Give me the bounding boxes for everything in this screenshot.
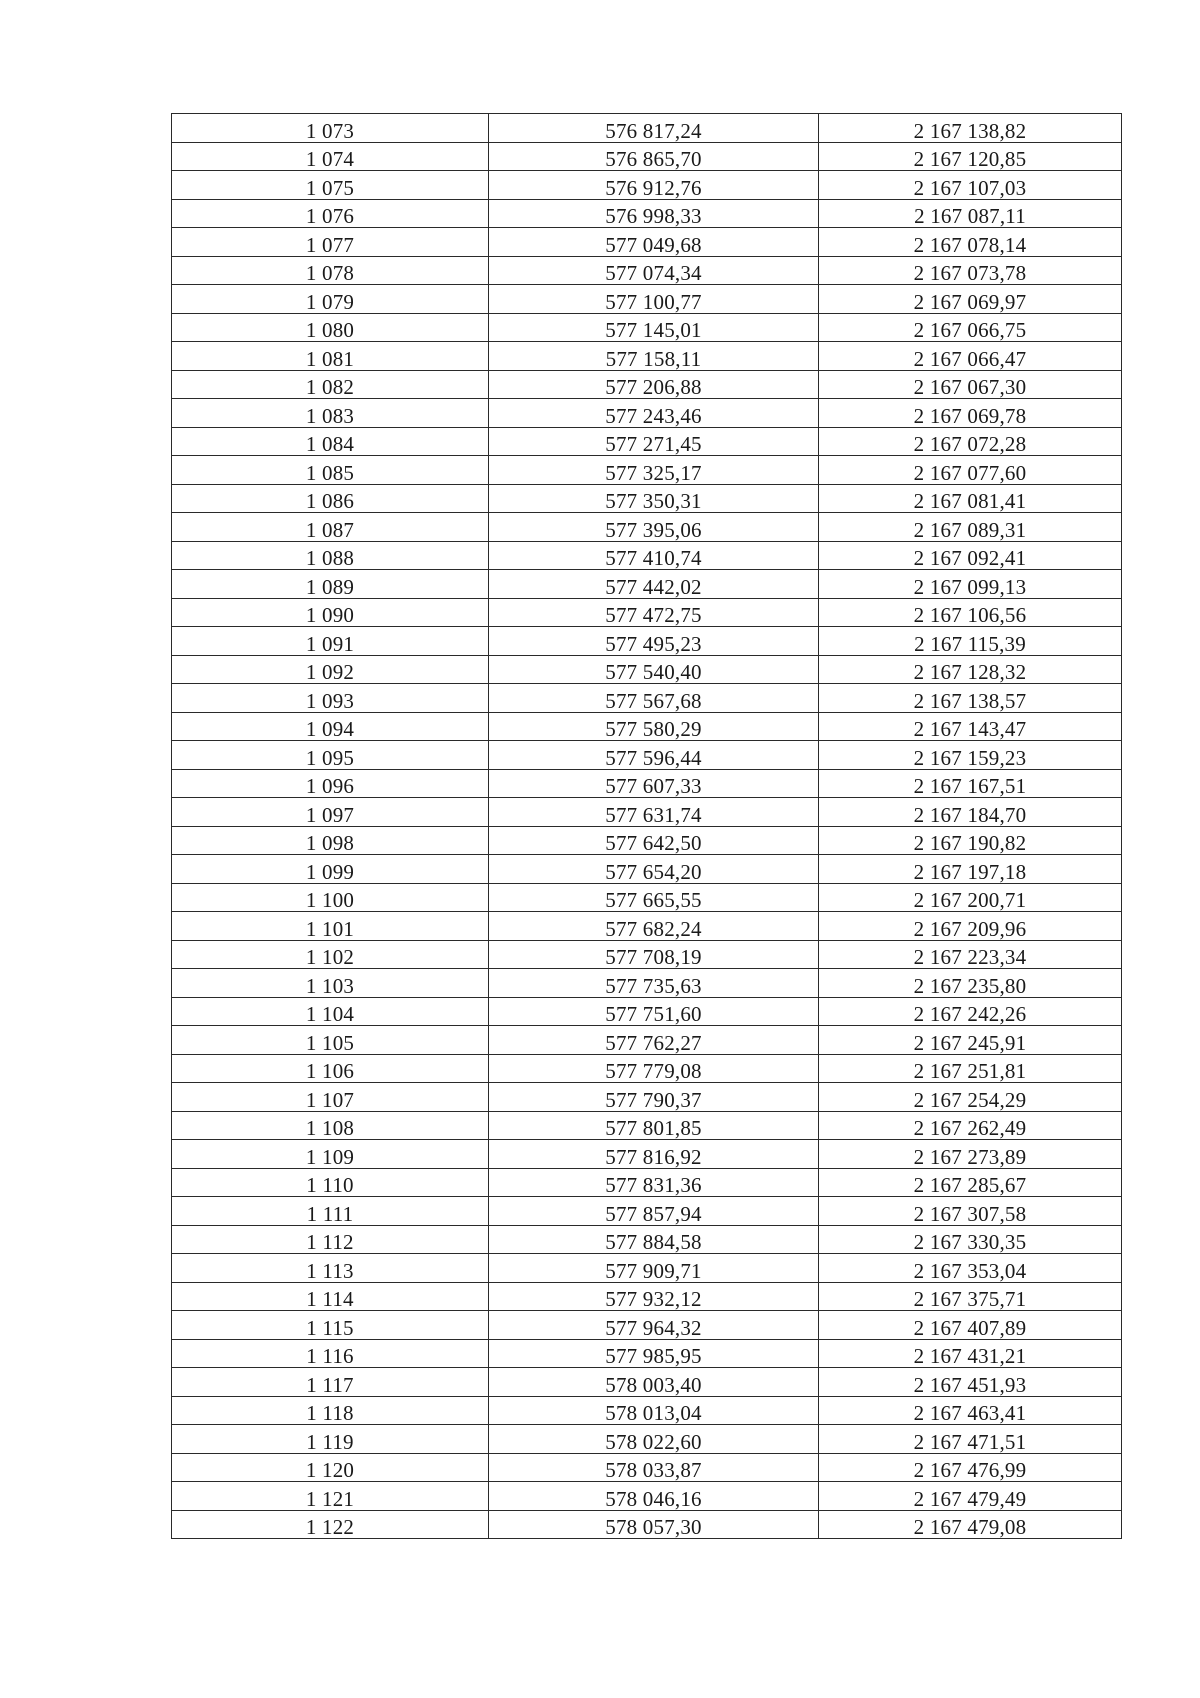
- table-row: [172, 1425, 1122, 1454]
- point-number-cell: 1 085: [172, 456, 489, 485]
- table-row: [172, 1453, 1122, 1482]
- point-number-cell: 1 089: [172, 570, 489, 599]
- table-row: [172, 1282, 1122, 1311]
- y-coordinate-cell: 2 167 273,89: [819, 1140, 1122, 1169]
- point-number-cell: 1 106: [172, 1054, 489, 1083]
- table-row: [172, 1026, 1122, 1055]
- table-row: [172, 171, 1122, 200]
- point-number-cell: 1 107: [172, 1083, 489, 1112]
- point-number-cell: 1 073: [172, 114, 489, 143]
- point-number-cell: 1 077: [172, 228, 489, 257]
- y-coordinate-cell: 2 167 476,99: [819, 1453, 1122, 1482]
- y-coordinate-cell: 2 167 479,08: [819, 1510, 1122, 1539]
- table-row: [172, 342, 1122, 371]
- x-coordinate-cell: 577 642,50: [489, 826, 819, 855]
- x-coordinate-cell: 577 708,19: [489, 940, 819, 969]
- point-number-cell: 1 112: [172, 1225, 489, 1254]
- x-coordinate-cell: 577 580,29: [489, 712, 819, 741]
- x-coordinate-cell: 577 567,68: [489, 684, 819, 713]
- table-row: [172, 1368, 1122, 1397]
- x-coordinate-cell: 577 631,74: [489, 798, 819, 827]
- x-coordinate-cell: 577 145,01: [489, 313, 819, 342]
- y-coordinate-cell: 2 167 073,78: [819, 256, 1122, 285]
- point-number-cell: 1 098: [172, 826, 489, 855]
- x-coordinate-cell: 577 790,37: [489, 1083, 819, 1112]
- y-coordinate-cell: 2 167 072,28: [819, 427, 1122, 456]
- point-number-cell: 1 081: [172, 342, 489, 371]
- point-number-cell: 1 114: [172, 1282, 489, 1311]
- y-coordinate-cell: 2 167 078,14: [819, 228, 1122, 257]
- point-number-cell: 1 097: [172, 798, 489, 827]
- x-coordinate-cell: 577 596,44: [489, 741, 819, 770]
- y-coordinate-cell: 2 167 307,58: [819, 1197, 1122, 1226]
- y-coordinate-cell: 2 167 190,82: [819, 826, 1122, 855]
- x-coordinate-cell: 577 801,85: [489, 1111, 819, 1140]
- table-row: [172, 741, 1122, 770]
- y-coordinate-cell: 2 167 092,41: [819, 541, 1122, 570]
- table-row: [172, 940, 1122, 969]
- x-coordinate-cell: 576 912,76: [489, 171, 819, 200]
- y-coordinate-cell: 2 167 353,04: [819, 1254, 1122, 1283]
- x-coordinate-cell: 577 350,31: [489, 484, 819, 513]
- x-coordinate-cell: 577 540,40: [489, 655, 819, 684]
- y-coordinate-cell: 2 167 069,97: [819, 285, 1122, 314]
- table-row: [172, 1254, 1122, 1283]
- x-coordinate-cell: 578 057,30: [489, 1510, 819, 1539]
- point-number-cell: 1 076: [172, 199, 489, 228]
- point-number-cell: 1 118: [172, 1396, 489, 1425]
- x-coordinate-cell: 578 013,04: [489, 1396, 819, 1425]
- point-number-cell: 1 096: [172, 769, 489, 798]
- table-row: [172, 399, 1122, 428]
- x-coordinate-cell: 577 243,46: [489, 399, 819, 428]
- point-number-cell: 1 108: [172, 1111, 489, 1140]
- point-number-cell: 1 110: [172, 1168, 489, 1197]
- x-coordinate-cell: 577 909,71: [489, 1254, 819, 1283]
- y-coordinate-cell: 2 167 375,71: [819, 1282, 1122, 1311]
- y-coordinate-cell: 2 167 463,41: [819, 1396, 1122, 1425]
- table-row: [172, 1140, 1122, 1169]
- table-row: [172, 684, 1122, 713]
- x-coordinate-cell: 577 100,77: [489, 285, 819, 314]
- table-row: [172, 1168, 1122, 1197]
- x-coordinate-cell: 577 607,33: [489, 769, 819, 798]
- table-row: [172, 456, 1122, 485]
- x-coordinate-cell: 577 665,55: [489, 883, 819, 912]
- x-coordinate-cell: 577 735,63: [489, 969, 819, 998]
- point-number-cell: 1 082: [172, 370, 489, 399]
- y-coordinate-cell: 2 167 251,81: [819, 1054, 1122, 1083]
- x-coordinate-cell: 577 442,02: [489, 570, 819, 599]
- y-coordinate-cell: 2 167 197,18: [819, 855, 1122, 884]
- y-coordinate-cell: 2 167 128,32: [819, 655, 1122, 684]
- y-coordinate-cell: 2 167 120,85: [819, 142, 1122, 171]
- point-number-cell: 1 122: [172, 1510, 489, 1539]
- table-row: [172, 256, 1122, 285]
- table-row: [172, 855, 1122, 884]
- y-coordinate-cell: 2 167 087,11: [819, 199, 1122, 228]
- table-row: [172, 798, 1122, 827]
- x-coordinate-cell: 578 022,60: [489, 1425, 819, 1454]
- x-coordinate-cell: 577 325,17: [489, 456, 819, 485]
- y-coordinate-cell: 2 167 200,71: [819, 883, 1122, 912]
- table-row: [172, 1197, 1122, 1226]
- y-coordinate-cell: 2 167 081,41: [819, 484, 1122, 513]
- table-row: [172, 883, 1122, 912]
- x-coordinate-cell: 578 046,16: [489, 1482, 819, 1511]
- table-row: [172, 1311, 1122, 1340]
- point-number-cell: 1 086: [172, 484, 489, 513]
- y-coordinate-cell: 2 167 285,67: [819, 1168, 1122, 1197]
- x-coordinate-cell: 577 395,06: [489, 513, 819, 542]
- table-row: [172, 513, 1122, 542]
- table-row: [172, 541, 1122, 570]
- point-number-cell: 1 111: [172, 1197, 489, 1226]
- x-coordinate-cell: 577 884,58: [489, 1225, 819, 1254]
- y-coordinate-cell: 2 167 407,89: [819, 1311, 1122, 1340]
- point-number-cell: 1 092: [172, 655, 489, 684]
- table-row: [172, 570, 1122, 599]
- table-row: [172, 969, 1122, 998]
- table-row: [172, 1396, 1122, 1425]
- y-coordinate-cell: 2 167 223,34: [819, 940, 1122, 969]
- y-coordinate-cell: 2 167 262,49: [819, 1111, 1122, 1140]
- y-coordinate-cell: 2 167 138,57: [819, 684, 1122, 713]
- x-coordinate-cell: 578 003,40: [489, 1368, 819, 1397]
- point-number-cell: 1 090: [172, 598, 489, 627]
- table-row: [172, 1482, 1122, 1511]
- y-coordinate-cell: 2 167 089,31: [819, 513, 1122, 542]
- x-coordinate-cell: 577 049,68: [489, 228, 819, 257]
- point-number-cell: 1 080: [172, 313, 489, 342]
- table-row: [172, 370, 1122, 399]
- table-row: [172, 1083, 1122, 1112]
- y-coordinate-cell: 2 167 066,47: [819, 342, 1122, 371]
- point-number-cell: 1 103: [172, 969, 489, 998]
- x-coordinate-cell: 577 762,27: [489, 1026, 819, 1055]
- table-row: [172, 712, 1122, 741]
- x-coordinate-cell: 576 998,33: [489, 199, 819, 228]
- y-coordinate-cell: 2 167 471,51: [819, 1425, 1122, 1454]
- x-coordinate-cell: 576 817,24: [489, 114, 819, 143]
- point-number-cell: 1 078: [172, 256, 489, 285]
- y-coordinate-cell: 2 167 099,13: [819, 570, 1122, 599]
- x-coordinate-cell: 577 779,08: [489, 1054, 819, 1083]
- table-row: [172, 997, 1122, 1026]
- x-coordinate-cell: 577 816,92: [489, 1140, 819, 1169]
- x-coordinate-cell: 577 682,24: [489, 912, 819, 941]
- x-coordinate-cell: 577 158,11: [489, 342, 819, 371]
- table-row: [172, 826, 1122, 855]
- y-coordinate-cell: 2 167 077,60: [819, 456, 1122, 485]
- point-number-cell: 1 116: [172, 1339, 489, 1368]
- x-coordinate-cell: 577 857,94: [489, 1197, 819, 1226]
- y-coordinate-cell: 2 167 184,70: [819, 798, 1122, 827]
- y-coordinate-cell: 2 167 245,91: [819, 1026, 1122, 1055]
- y-coordinate-cell: 2 167 431,21: [819, 1339, 1122, 1368]
- y-coordinate-cell: 2 167 115,39: [819, 627, 1122, 656]
- x-coordinate-cell: 577 271,45: [489, 427, 819, 456]
- point-number-cell: 1 104: [172, 997, 489, 1026]
- y-coordinate-cell: 2 167 067,30: [819, 370, 1122, 399]
- x-coordinate-cell: 577 985,95: [489, 1339, 819, 1368]
- x-coordinate-cell: 577 831,36: [489, 1168, 819, 1197]
- point-number-cell: 1 074: [172, 142, 489, 171]
- table-row: [172, 655, 1122, 684]
- y-coordinate-cell: 2 167 066,75: [819, 313, 1122, 342]
- y-coordinate-cell: 2 167 107,03: [819, 171, 1122, 200]
- y-coordinate-cell: 2 167 069,78: [819, 399, 1122, 428]
- y-coordinate-cell: 2 167 235,80: [819, 969, 1122, 998]
- point-number-cell: 1 101: [172, 912, 489, 941]
- table-row: [172, 142, 1122, 171]
- x-coordinate-cell: 577 074,34: [489, 256, 819, 285]
- point-number-cell: 1 088: [172, 541, 489, 570]
- table-row: [172, 769, 1122, 798]
- x-coordinate-cell: 577 410,74: [489, 541, 819, 570]
- y-coordinate-cell: 2 167 167,51: [819, 769, 1122, 798]
- table-row: [172, 627, 1122, 656]
- table-row: [172, 427, 1122, 456]
- table-row: [172, 1225, 1122, 1254]
- point-number-cell: 1 121: [172, 1482, 489, 1511]
- point-number-cell: 1 093: [172, 684, 489, 713]
- point-number-cell: 1 100: [172, 883, 489, 912]
- table-row: [172, 114, 1122, 143]
- coordinates-table: [171, 113, 1122, 1539]
- y-coordinate-cell: 2 167 242,26: [819, 997, 1122, 1026]
- table-row: [172, 1111, 1122, 1140]
- point-number-cell: 1 120: [172, 1453, 489, 1482]
- table-row: [172, 1339, 1122, 1368]
- table-row: [172, 228, 1122, 257]
- x-coordinate-cell: 577 932,12: [489, 1282, 819, 1311]
- point-number-cell: 1 099: [172, 855, 489, 884]
- y-coordinate-cell: 2 167 479,49: [819, 1482, 1122, 1511]
- point-number-cell: 1 083: [172, 399, 489, 428]
- table-row: [172, 313, 1122, 342]
- point-number-cell: 1 105: [172, 1026, 489, 1055]
- x-coordinate-cell: 577 654,20: [489, 855, 819, 884]
- coordinates-table-body: [172, 114, 1122, 1539]
- x-coordinate-cell: 577 964,32: [489, 1311, 819, 1340]
- y-coordinate-cell: 2 167 254,29: [819, 1083, 1122, 1112]
- point-number-cell: 1 075: [172, 171, 489, 200]
- table-row: [172, 912, 1122, 941]
- point-number-cell: 1 113: [172, 1254, 489, 1283]
- y-coordinate-cell: 2 167 451,93: [819, 1368, 1122, 1397]
- x-coordinate-cell: 576 865,70: [489, 142, 819, 171]
- point-number-cell: 1 091: [172, 627, 489, 656]
- y-coordinate-cell: 2 167 138,82: [819, 114, 1122, 143]
- x-coordinate-cell: 577 206,88: [489, 370, 819, 399]
- x-coordinate-cell: 578 033,87: [489, 1453, 819, 1482]
- point-number-cell: 1 117: [172, 1368, 489, 1397]
- x-coordinate-cell: 577 495,23: [489, 627, 819, 656]
- y-coordinate-cell: 2 167 330,35: [819, 1225, 1122, 1254]
- table-row: [172, 199, 1122, 228]
- y-coordinate-cell: 2 167 106,56: [819, 598, 1122, 627]
- table-row: [172, 1510, 1122, 1539]
- point-number-cell: 1 095: [172, 741, 489, 770]
- y-coordinate-cell: 2 167 159,23: [819, 741, 1122, 770]
- point-number-cell: 1 079: [172, 285, 489, 314]
- table-row: [172, 1054, 1122, 1083]
- table-row: [172, 285, 1122, 314]
- y-coordinate-cell: 2 167 209,96: [819, 912, 1122, 941]
- point-number-cell: 1 084: [172, 427, 489, 456]
- point-number-cell: 1 115: [172, 1311, 489, 1340]
- point-number-cell: 1 109: [172, 1140, 489, 1169]
- table-row: [172, 598, 1122, 627]
- point-number-cell: 1 094: [172, 712, 489, 741]
- x-coordinate-cell: 577 751,60: [489, 997, 819, 1026]
- table-row: [172, 484, 1122, 513]
- point-number-cell: 1 102: [172, 940, 489, 969]
- point-number-cell: 1 087: [172, 513, 489, 542]
- y-coordinate-cell: 2 167 143,47: [819, 712, 1122, 741]
- x-coordinate-cell: 577 472,75: [489, 598, 819, 627]
- point-number-cell: 1 119: [172, 1425, 489, 1454]
